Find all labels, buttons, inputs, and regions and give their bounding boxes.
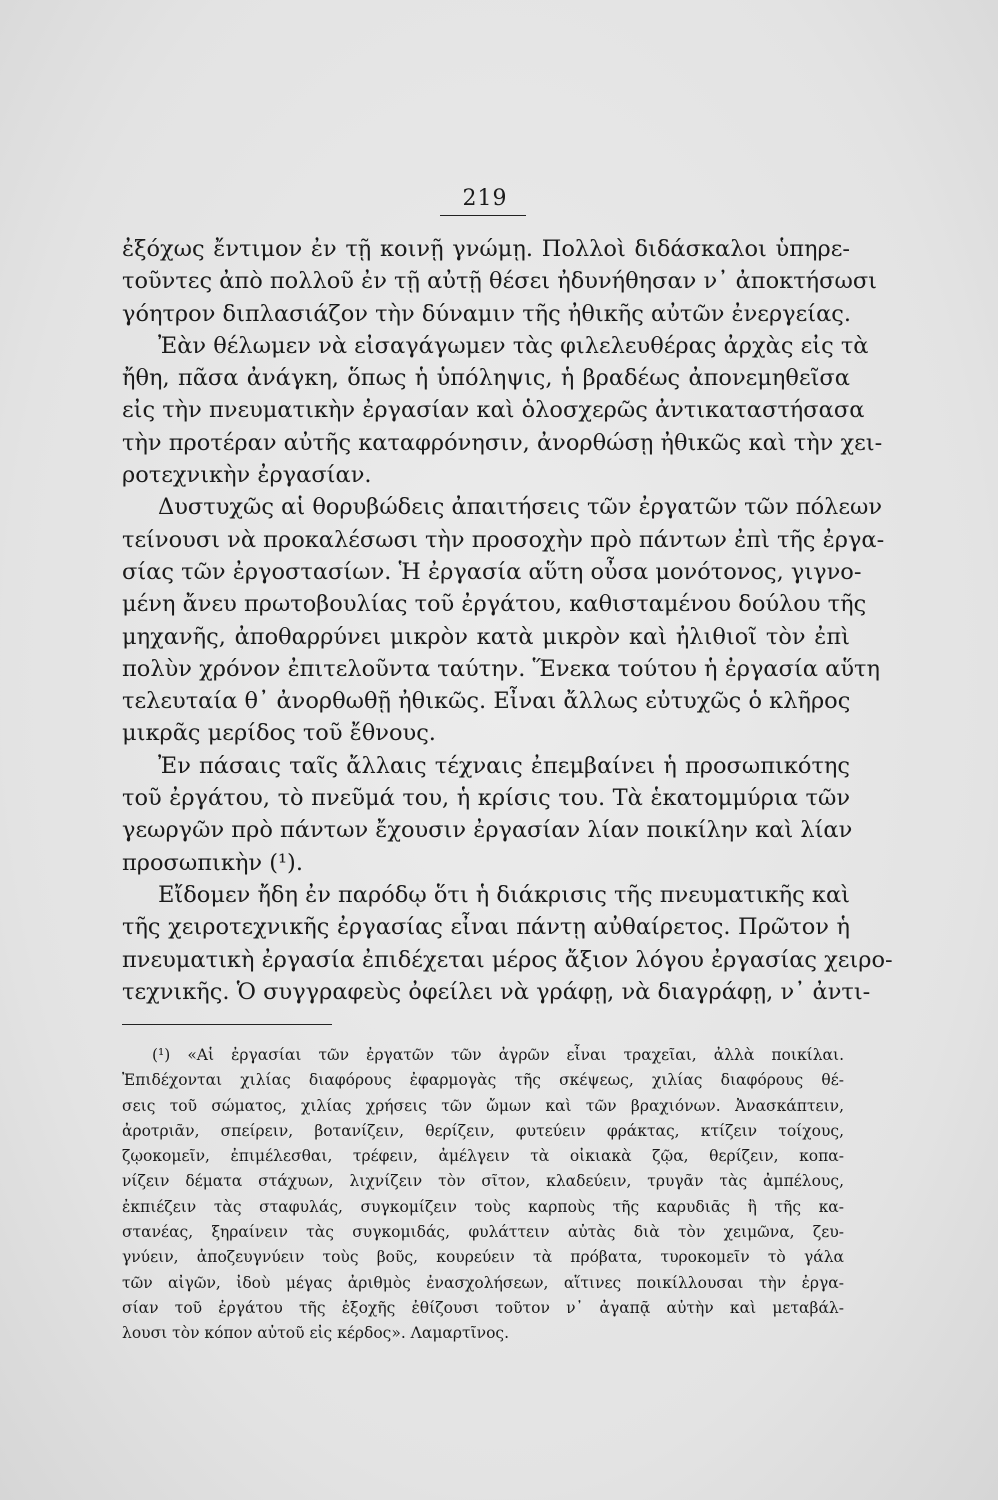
- footnote-line: λουσι τὸν κόπον αὐτοῦ εἰς κέρδος». Λαμαρτῖνος.: [122, 1324, 510, 1343]
- footnote-line: νίζειν δέματα στάχυων, λιχνίζειν τὸν σῖτον, κλαδεύειν, τρυγᾶν τὰς ἀμπέλους,: [122, 1172, 844, 1191]
- text-line: τείνουσι νὰ προκαλέσωσι τὴν προσοχὴν πρὸ πάντων ἐπὶ τῆς ἐργα-: [122, 526, 885, 553]
- footnote-line: ἐκπιέζειν τὰς σταφυλάς, συγκομίζειν τοὺς καρποὺς τῆς καρυδιᾶς ἢ τῆς κα-: [122, 1197, 844, 1216]
- footnote-line: ἀροτριᾶν, σπείρειν, βοτανίζειν, θερίζειν, φυτεύειν φράκτας, κτίζειν τοίχους,: [122, 1121, 844, 1140]
- text-line: τοῦ ἐργάτου, τὸ πνεῦμά του, ἡ κρίσις του. Τὰ ἑκατομμύρια τῶν: [122, 785, 850, 812]
- text-line: τεχνικῆς. Ὁ συγγραφεὺς ὀφείλει νὰ γράφῃ, νὰ διαγράφῃ, ν᾽ ἀντι-: [122, 978, 871, 1005]
- footnote: [122, 1043, 844, 1347]
- footnote-line: Ἐπιδέχονται χιλίας διαφόρους ἐφαρμογὰς τῆς σκέψεως, χιλίας διαφόρους θέ-: [122, 1071, 844, 1090]
- text-line: σίας τῶν ἐργοστασίων. Ἡ ἐργασία αὕτη οὖσα μονότονος, γιγνο-: [122, 558, 862, 585]
- text-line: πολὺν χρόνον ἐπιτελοῦντα ταύτην. Ἕνεκα τούτου ἡ ἐργασία αὕτη: [122, 655, 880, 682]
- text-line: εἰς τὴν πνευματικὴν ἐργασίαν καὶ ὁλοσχερῶς ἀντικαταστήσασα: [122, 397, 865, 424]
- page-number: 219: [462, 186, 508, 211]
- text-line: Δυστυχῶς αἱ θορυβώδεις ἀπαιτήσεις τῶν ἐργατῶν τῶν πόλεων: [158, 494, 883, 521]
- text-line: ἤθη, πᾶσα ἀνάγκη, ὅπως ἡ ὑπόληψις, ἡ βραδέως ἀπονεμηθεῖσα: [122, 365, 850, 392]
- text-line: τῆς χειροτεχνικῆς ἐργασίας εἶναι πάντῃ αὐθαίρετος. Πρῶτον ἡ: [122, 914, 850, 941]
- footnote-line: (¹) «Αἱ ἐργασίαι τῶν ἐργατῶν τῶν ἀγρῶν εἶναι τραχεῖαι, ἀλλὰ ποικίλαι.: [152, 1046, 844, 1064]
- footnote-rule: [122, 1024, 332, 1025]
- text-line: τελευταία θ᾽ ἀνορθωθῇ ἠθικῶς. Εἶναι ἄλλως εὐτυχῶς ὁ κλῆρος: [122, 688, 851, 715]
- footnote-line: σεις τοῦ σώματος, χιλίας χρήσεις τῶν ὤμων καὶ τῶν βραχιόνων. Ἀνασκάπτειν,: [122, 1096, 844, 1115]
- text-line: Ἐν πάσαις ταῖς ἄλλαις τέχναις ἐπεμβαίνει ἡ προσωπικότης: [158, 752, 850, 779]
- page-number-rule: [440, 215, 526, 216]
- text-line: προσωπικὴν (¹).: [122, 849, 303, 876]
- text-line: τὴν προτέραν αὐτῆς καταφρόνησιν, ἀνορθώσῃ ἠθικῶς καὶ τὴν χει-: [122, 429, 883, 456]
- text-line: Εἴδομεν ἤδη ἐν παρόδῳ ὅτι ἡ διάκρισις τῆς πνευματικῆς καὶ: [158, 881, 850, 908]
- footnote-line: τῶν αἰγῶν, ἰδοὺ μέγας ἀριθμὸς ἐνασχολήσεων, αἵτινες ποικίλλουσαι τὴν ἐργα-: [122, 1273, 844, 1292]
- text-line: τοῦντες ἀπὸ πολλοῦ ἐν τῇ αὐτῇ θέσει ἠδυνήθησαν ν᾽ ἀποκτήσωσι: [122, 268, 878, 295]
- text-line: μένη ἄνευ πρωτοβουλίας τοῦ ἐργάτου, καθισταμένου δούλου τῆς: [122, 591, 867, 618]
- body-text: [122, 233, 893, 1008]
- text-line: μηχανῆς, ἀποθαρρύνει μικρὸν κατὰ μικρὸν καὶ ἠλιθιοῖ τὸν ἐπὶ: [122, 623, 850, 650]
- footnote-line: γνύειν, ἀποζευγνύειν τοὺς βοῦς, κουρεύειν τὰ πρόβατα, τυροκομεῖν τὸ γάλα: [122, 1248, 844, 1267]
- footnote-line: στανέας, ξηραίνειν τὰς συγκομιδάς, φυλάττειν αὐτὰς διὰ τὸν χειμῶνα, ζευ-: [122, 1223, 844, 1242]
- text-line: γεωργῶν πρὸ πάντων ἔχουσιν ἐργασίαν λίαν ποικίλην καὶ λίαν: [122, 817, 853, 844]
- text-line: Ἐὰν θέλωμεν νὰ εἰσαγάγωμεν τὰς φιλελευθέρας ἀρχὰς εἰς τὰ: [158, 332, 869, 359]
- text-line: γόητρον διπλασιάζον τὴν δύναμιν τῆς ἠθικῆς αὐτῶν ἐνεργείας.: [122, 300, 852, 327]
- text-line: ἐξόχως ἔντιμον ἐν τῇ κοινῇ γνώμῃ. Πολλοὶ διδάσκαλοι ὑπηρε-: [122, 236, 850, 262]
- footnote-line: σίαν τοῦ ἐργάτου τῆς ἐξοχῆς ἐθίζουσι τοῦτον ν᾽ ἀγαπᾷ αὐτὴν καὶ μεταβάλ-: [122, 1298, 844, 1317]
- text-line: ροτεχνικὴν ἐργασίαν.: [122, 462, 372, 489]
- footnote-line: ζῳοκομεῖν, ἐπιμέλεσθαι, τρέφειν, ἀμέλγειν τὰ οἰκιακὰ ζῷα, θερίζειν, κοπα-: [122, 1147, 844, 1166]
- text-line: πνευματικὴ ἐργασία ἐπιδέχεται μέρος ἄξιον λόγου ἐργασίας χειρο-: [122, 946, 893, 973]
- text-line: μικρᾶς μερίδος τοῦ ἔθνους.: [122, 720, 436, 747]
